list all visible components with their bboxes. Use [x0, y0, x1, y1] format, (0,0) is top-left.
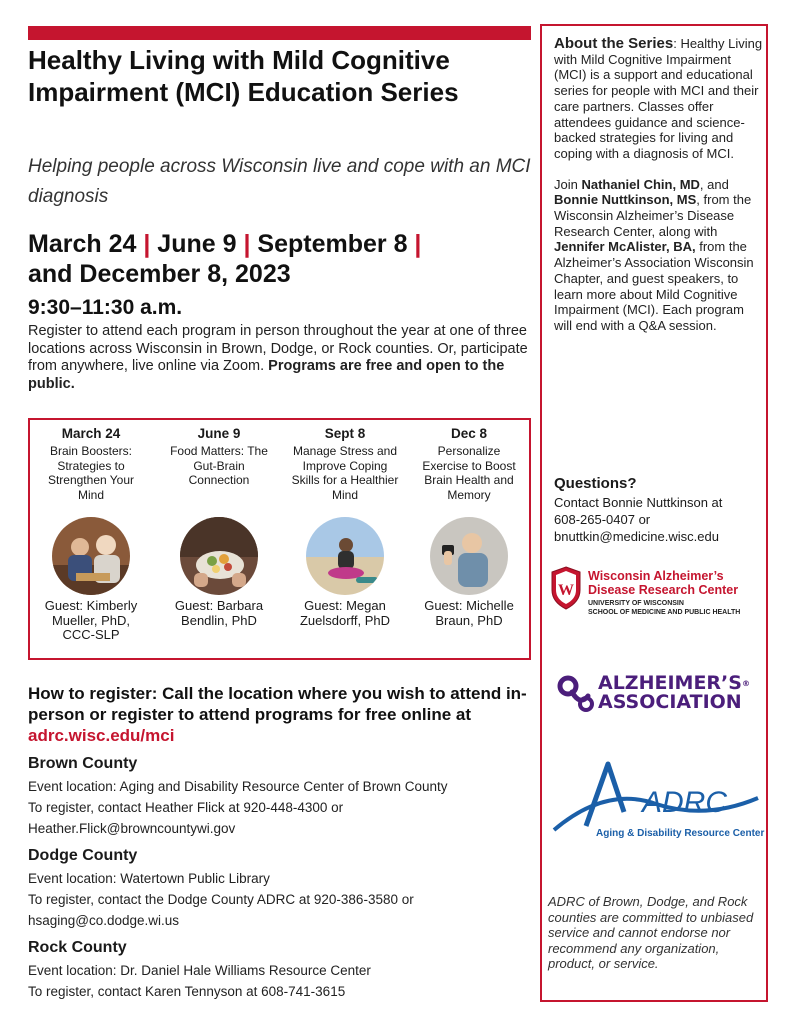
date-separator: |: [243, 230, 251, 258]
county-location: Event location: Dr. Daniel Hale Williams Resource Center: [28, 963, 371, 978]
wadrc-subtitle-line2: SCHOOL OF MEDICINE AND PUBLIC HEALTH: [588, 609, 741, 616]
county-location: Event location: Watertown Public Library: [28, 871, 270, 886]
county-contact: To register, contact Heather Flick at 920-448-4300 or: [28, 800, 344, 815]
date-separator: |: [143, 230, 151, 258]
adrc-logo: [546, 756, 766, 856]
uw-crest-icon: [550, 566, 582, 610]
session-guest: Guest: Kimberly Mueller, PhD, CCC-SLP: [44, 598, 138, 642]
county-contact: To register, contact Karen Tennyson at 608-741-3615: [28, 984, 346, 999]
session-guest: Guest: Megan Zuelsdorff, PhD: [299, 598, 391, 628]
session-date: March 24: [61, 426, 121, 441]
alzheimers-association-logo: [556, 672, 761, 718]
session-topic: Food Matters: The Gut-Brain Connection: [170, 444, 268, 487]
intro-text: Register to attend each program in person throughout the year at one of three locations across Wisconsin in Brown, Dodge, or Rock counties. Or, participate from anywhere, live online via Zoom.: [28, 323, 528, 374]
session-topic: Personalize Exercise to Boost Brain Health and Memory: [422, 444, 516, 502]
speaker-1: Nathaniel Chin, MD: [581, 176, 700, 192]
session-topic: Manage Stress and Improve Coping Skills for a Healthier Mind: [291, 444, 399, 502]
county-block-dodge: [28, 846, 533, 931]
date-2: June 9: [157, 230, 237, 258]
session-photo: [306, 517, 384, 595]
county-email[interactable]: Heather.Flick@browncountywi.gov: [28, 821, 236, 836]
sessions-panel: [28, 418, 531, 660]
alz-word-2: ASSOCIATION: [598, 691, 742, 713]
county-block-rock: [28, 938, 533, 1002]
alz-wordmark: [598, 674, 750, 712]
alz-purple-icon: [556, 674, 594, 714]
disclaimer: ADRC of Brown, Dodge, and Rock counties are committed to unbiased service and cannot endorse nor recommend any organization, product, or service.: [548, 894, 754, 971]
session-topic: Brain Boosters: Strategies to Strengthen Your Mind: [47, 444, 135, 502]
date-3: September 8: [257, 230, 408, 258]
join-paragraph: [554, 177, 764, 334]
session-date: Dec 8: [450, 426, 488, 441]
adrc-swoosh-icon: [546, 756, 766, 836]
join-text-3: , from the Wisconsin Alzheimer’s Disease Research Center, along with: [554, 192, 752, 239]
intro-paragraph: [28, 323, 538, 393]
questions-phone[interactable]: 608-265-0407 or: [554, 512, 651, 527]
county-name: Brown County: [28, 755, 138, 772]
sidebar: [540, 24, 768, 1002]
alz-reg-mark: ®: [741, 679, 750, 688]
wadrc-name: Wisconsin Alzheimer’s Disease Research Center: [588, 569, 739, 597]
about-heading: About the Series: [554, 35, 674, 52]
session-photo: [180, 517, 258, 595]
questions-heading: Questions?: [554, 475, 637, 492]
county-location: Event location: Aging and Disability Resource Center of Brown County: [28, 779, 448, 794]
crest-letter: W: [558, 582, 574, 599]
join-text-1: Join: [554, 176, 582, 192]
session-time: 9:30–11:30 a.m.: [28, 296, 183, 319]
about-text: Healthy Living with Mild Cognitive Impairment (MCI) is a support and educational series for people with MCI and their care partners. Classes offer attendees guidance and science-backed strategies for living and coping with a diagnosis of MCI.: [554, 36, 763, 161]
register-heading-text: How to register: Call the location where you wish to attend in-person or register to attend programs for free online at: [28, 684, 527, 724]
alz-word-1: ALZHEIMER’S: [598, 672, 742, 694]
join-text-4: from the Alzheimer’s Association Wisconsin Chapter, and guest speakers, to learn more about Mild Cognitive Impairment (MCI). Each program will end with a Q&A session.: [554, 239, 754, 333]
adrc-subtitle: Aging & Disability Resource Center: [596, 828, 765, 839]
questions-contact: Contact Bonnie Nuttkinson at: [554, 495, 723, 510]
header-accent-bar: [28, 26, 531, 40]
county-block-brown: [28, 754, 533, 839]
session-date: Sept 8: [324, 426, 366, 441]
join-text-2: , and: [699, 176, 729, 192]
page-subtitle: Helping people across Wisconsin live and cope with an MCI diagnosis: [28, 156, 531, 207]
wadrc-subtitle-line1: UNIVERSITY OF WISCONSIN: [588, 600, 684, 607]
county-name: Dodge County: [28, 847, 138, 864]
page-title: Healthy Living with Mild Cognitive Impairment (MCI) Education Series: [28, 45, 459, 107]
about-series: [554, 36, 764, 334]
session-guest: Guest: Michelle Braun, PhD: [424, 598, 514, 628]
county-email[interactable]: hsaging@co.dodge.wi.us: [28, 913, 180, 928]
county-contact: To register, contact the Dodge County ADRC at 920-386-3580 or: [28, 892, 414, 907]
session-date: June 9: [197, 426, 241, 441]
about-paragraph: [554, 36, 764, 162]
date-1: March 24: [28, 230, 137, 258]
speaker-2: Bonnie Nuttkinson, MS: [554, 192, 697, 208]
register-heading: [28, 683, 538, 746]
about-heading-colon: :: [673, 36, 677, 51]
questions-email[interactable]: bnuttkin@medicine.wisc.edu: [554, 529, 719, 544]
questions-block: [554, 474, 764, 545]
register-link[interactable]: adrc.wisc.edu/mci: [28, 726, 175, 745]
date-separator: |: [414, 230, 422, 258]
date-4: and December 8, 2023: [28, 260, 291, 288]
intro-bold-text: Programs are free and open to the public.: [28, 358, 505, 392]
county-name: Rock County: [28, 939, 127, 956]
session-guest: Guest: Barbara Bendlin, PhD: [174, 598, 264, 628]
speaker-3: Jennifer McAlister, BA,: [554, 239, 696, 255]
session-photo: [52, 517, 130, 595]
wadrc-subtitle: [588, 599, 740, 617]
session-photo: [430, 517, 508, 595]
wadrc-logo: [550, 566, 765, 632]
adrc-mark: ADRC: [642, 786, 728, 819]
series-dates: [28, 229, 538, 289]
